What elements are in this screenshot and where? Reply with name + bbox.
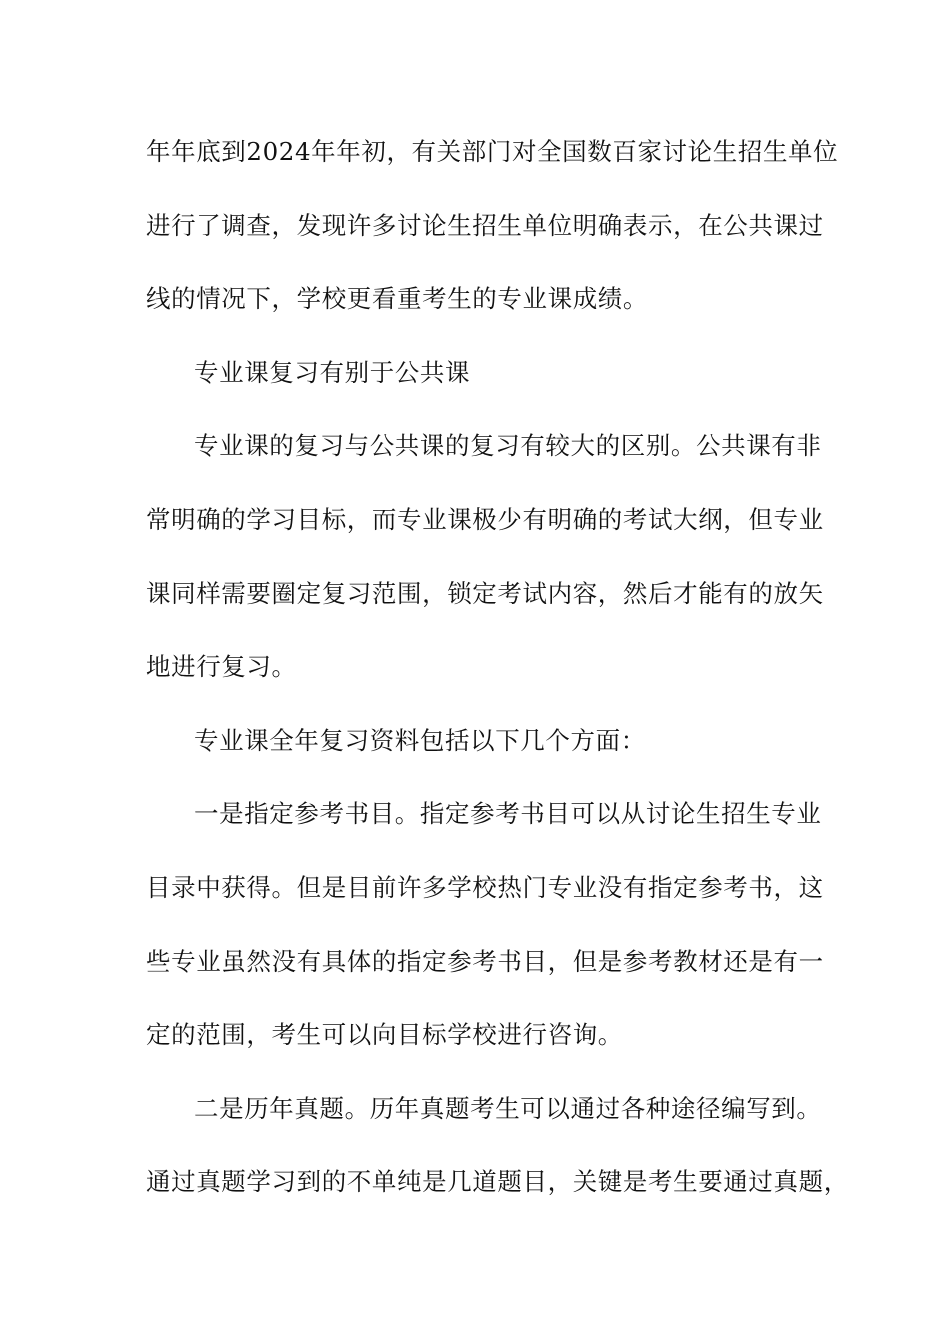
text-line: 进行了调查，发现许多讨论生招生单位明确表示，在公共课过 — [146, 210, 824, 240]
text-line: 二是历年真题。历年真题考生可以通过各种途径编写到。 — [194, 1093, 822, 1123]
body-text — [146, 126, 849, 1230]
text-line: 定的范围，考生可以向目标学校进行咨询。 — [146, 1020, 623, 1050]
text-line: 专业课全年复习资料包括以下几个方面： — [194, 725, 646, 755]
text-line: 通过真题学习到的不单纯是几道题目，关键是考生要通过真题， — [146, 1167, 849, 1197]
text-line: 目录中获得。但是目前许多学校热门专业没有指定参考书，这 — [146, 872, 824, 902]
text-line: 常明确的学习目标，而专业课极少有明确的考试大纲，但专业 — [146, 504, 824, 534]
text-line: 一是指定参考书目。指定参考书目可以从讨论生招生专业 — [194, 799, 822, 829]
text-line: 线的情况下，学校更看重考生的专业课成绩。 — [146, 284, 648, 314]
text-line: 年年底到2024年年初，有关部门对全国数百家讨论生招生单位 — [146, 137, 839, 166]
text-line: 专业课的复习与公共课的复习有较大的区别。公共课有非 — [194, 431, 822, 461]
text-line: 些专业虽然没有具体的指定参考书目，但是参考教材还是有一 — [146, 946, 824, 976]
text-line: 课同样需要圈定复习范围，锁定考试内容，然后才能有的放矢 — [146, 578, 824, 608]
text-line: 地进行复习。 — [146, 652, 297, 682]
section-heading: 专业课复习有别于公共课 — [194, 357, 471, 387]
